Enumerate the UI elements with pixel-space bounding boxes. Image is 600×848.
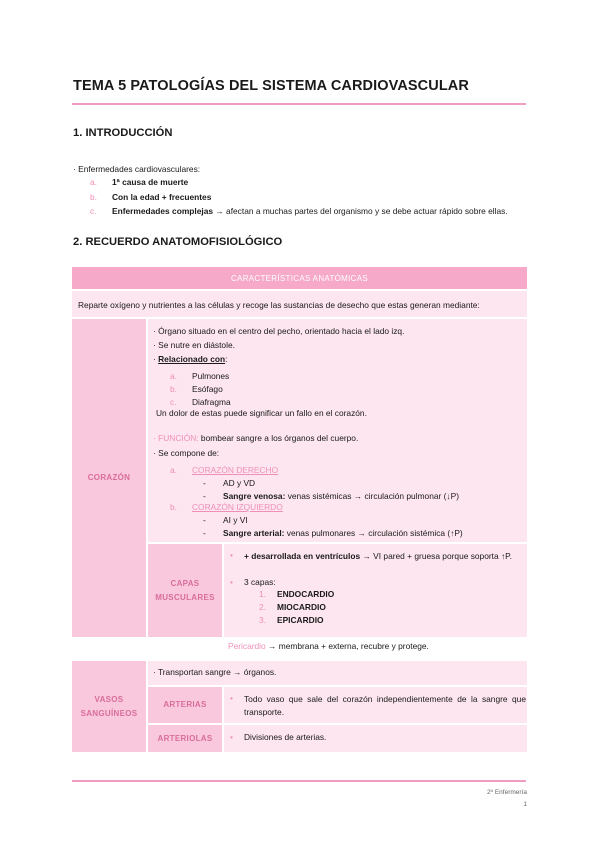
footer-course: 2º Enfermería xyxy=(487,789,527,796)
compone-line: · Se compone de: xyxy=(153,448,220,458)
list-item-text: Pulmones xyxy=(192,371,230,381)
list-item-text: Todo vaso que sale del corazón independientemente de la sangre que transporte. xyxy=(244,694,526,717)
capas-label xyxy=(148,544,222,637)
capas-content: • + desarrollada en ventrículos → VI pared + gruesa porque soporta ↑P. • 3 capas: 1. ENDOCARDIO 2. MIOCARDIO 3. EPICARDIO xyxy=(224,544,527,637)
list-item-text: AD y VD xyxy=(223,478,256,488)
list-item-text: Enfermedades complejas xyxy=(112,206,214,216)
corazon-derecho-label: CORAZÓN DERECHO xyxy=(192,465,279,475)
list-marker: 2. xyxy=(259,602,266,612)
list-marker: 3. xyxy=(259,615,266,625)
bullet-marker: • xyxy=(230,732,233,742)
list-marker: a. xyxy=(170,465,177,475)
corazon-related-heading: · Relacionado con: xyxy=(153,354,228,364)
related-note: Un dolor de estas puede significar un fallo en el corazón. xyxy=(156,408,367,418)
pericardio-line: Pericardio → membrana + externa, recubre y protege. xyxy=(228,641,429,651)
bullet-marker: • xyxy=(230,550,233,560)
dash-marker: - xyxy=(203,478,206,488)
bullet-marker: • xyxy=(230,577,233,587)
list-marker: b. xyxy=(170,384,177,394)
page-title: TEMA 5 PATOLOGÍAS DEL SISTEMA CARDIOVASCULAR xyxy=(73,78,469,94)
list-marker: a. xyxy=(90,177,97,187)
list-item-text: Diafragma xyxy=(192,397,231,407)
section-heading-introduccion: 1. INTRODUCCIÓN xyxy=(73,127,173,139)
corazon-line: · Órgano situado en el centro del pecho, orientado hacia el lado izq. xyxy=(153,326,405,336)
corazon-label: CORAZÓN xyxy=(72,319,146,637)
vasos-label-line: SANGUÍNEOS xyxy=(80,708,138,718)
arteriolas-label: ARTERIOLAS xyxy=(148,725,222,752)
list-item-text: 3 capas: xyxy=(244,577,276,587)
list-marker: 1. xyxy=(259,589,266,599)
list-item-extra: → afectan a muchas partes del organismo y se debe actuar rápido sobre ellas. xyxy=(213,206,508,216)
list-item-text: EPICARDIO xyxy=(277,615,324,625)
vasos-label xyxy=(72,661,146,752)
list-item-text: 1ª causa de muerte xyxy=(112,177,189,187)
list-item-text: AI y VI xyxy=(223,515,248,525)
list-item-text: Divisiones de arterias. xyxy=(244,732,327,742)
page-number: 1 xyxy=(523,801,527,808)
arteriolas-content xyxy=(224,725,527,752)
list-marker: b. xyxy=(90,192,97,202)
list-marker: b. xyxy=(170,502,177,512)
corazon-line: · Se nutre en diástole. xyxy=(153,340,235,350)
list-item-text: MIOCARDIO xyxy=(277,602,326,612)
title-divider xyxy=(72,103,526,105)
section-heading-recuerdo: 2. RECUERDO ANATOMOFISIOLÓGICO xyxy=(73,236,283,248)
capas-label-line: CAPAS xyxy=(170,578,200,588)
arterias-content xyxy=(224,687,527,723)
capas-label-line: MUSCULARES xyxy=(155,592,215,602)
dash-marker: - xyxy=(203,515,206,525)
intro-text: · Enfermedades cardiovasculares: xyxy=(73,164,201,174)
list-item-text: ENDOCARDIO xyxy=(277,589,335,599)
bullet-marker: • xyxy=(230,693,233,703)
footer-divider xyxy=(72,780,526,782)
corazon-izquierdo-label: CORAZÓN IZQUIERDO xyxy=(192,502,283,512)
funcion-line: · FUNCIÓN: bombear sangre a los órganos del cuerpo. xyxy=(153,433,359,443)
corazon-content: · Órgano situado en el centro del pecho, orientado hacia el lado izq. · Se nutre en diástole. · Relacionado con: a. Pulmones b. Esófago c. Diafragma Un dolor de estas puede significar un fallo en el corazón. · FUNCIÓN: bombear sangre a los órganos del cuerpo. · Se compone de: a. CORAZÓN DERECHO - AD y VD - Sangre venosa: venas sistémicas → circulación pulmonar (↓P) b. CORAZÓN IZQUIERDO - AI y VI - Sangre arterial: venas pulmonares → circulación sistémica (↑P) xyxy=(148,319,527,542)
list-item-text: Con la edad + frecuentes xyxy=(112,192,212,202)
list-marker: c. xyxy=(170,397,177,407)
vasos-label-line: VASOS xyxy=(94,694,124,704)
table-header: CARACTERÍSTICAS ANATÓMICAS xyxy=(72,267,527,289)
list-marker: a. xyxy=(170,371,177,381)
list-marker: c. xyxy=(90,206,97,216)
vasos-intro: · Transportan sangre → órganos. xyxy=(148,661,527,685)
table-intro-row: Reparte oxígeno y nutrientes a las células y recoge las sustancias de desecho que estas generan mediante: xyxy=(72,291,527,317)
list-item-text: Esófago xyxy=(192,384,223,394)
dash-marker: - xyxy=(203,491,206,501)
arterias-label: ARTERIAS xyxy=(148,687,222,723)
dash-marker: - xyxy=(203,528,206,538)
